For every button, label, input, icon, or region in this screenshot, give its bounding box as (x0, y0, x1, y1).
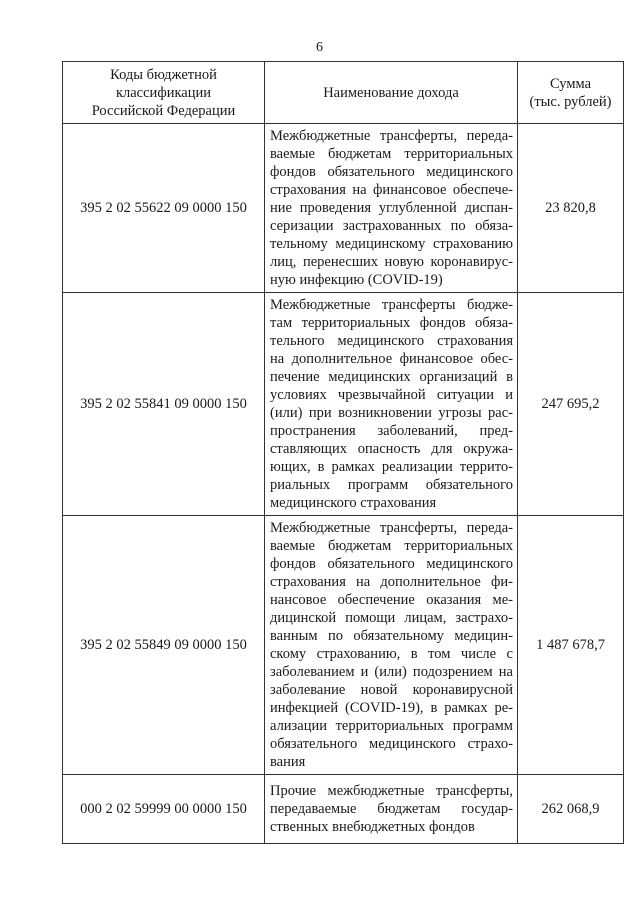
sum-cell: 262 068,9 (518, 775, 624, 844)
header-codes-line: Коды бюджетной (110, 66, 217, 83)
header-codes-line: Российской Федерации (91, 102, 236, 119)
revenue-name-line: ющих, в рамках реализации террито- (270, 459, 513, 475)
revenue-name-line: страхования на дополнительное фи- (270, 574, 513, 590)
revenue-name-line: Прочие межбюджетные трансферты, (270, 783, 513, 799)
revenue-name-line: пространения заболеваний, пред- (270, 423, 513, 439)
header-sum-line: (тыс. рублей) (529, 93, 612, 110)
header-codes (63, 62, 265, 124)
revenue-name-line: там территориальных фондов обяза- (270, 315, 513, 331)
revenue-name-line: Межбюджетные трансферты, переда- (270, 520, 513, 536)
revenue-name-line: тельному медицинскому страхованию (270, 236, 513, 252)
revenue-name-line: ственных внебюджетных фондов (270, 819, 475, 835)
revenue-name-line: ализации территориальных программ (270, 718, 513, 734)
page-number: 6 (316, 40, 323, 55)
budget-code-cell: 395 2 02 55849 09 0000 150 (63, 516, 265, 775)
revenue-name-cell (265, 775, 518, 844)
header-sum (518, 62, 624, 124)
revenue-name-line: передаваемые бюджетам государ- (270, 801, 513, 817)
revenue-name-line: обязательного медицинского страхо- (270, 736, 513, 752)
table-row (63, 516, 624, 775)
revenue-name-line: условиях чрезвычайной ситуации и (270, 387, 513, 403)
header-sum-line: Сумма (549, 75, 592, 92)
revenue-name-line: ную инфекцию (COVID-19) (270, 272, 443, 288)
table-header-row (63, 62, 624, 124)
revenue-name-line: заболевание новой коронавирусной (270, 682, 513, 698)
revenue-name-line: инфекцией (COVID-19), в рамках ре- (270, 700, 513, 716)
sum-cell: 23 820,8 (518, 124, 624, 293)
revenue-name-line: лиц, перенесших новую коронавирус- (270, 254, 513, 270)
table-row (63, 293, 624, 516)
revenue-name-line: печение медицинских организаций в (270, 369, 513, 385)
revenue-name-line: скому страхованию, в том числе с (270, 646, 513, 662)
revenue-name-cell (265, 516, 518, 775)
revenue-name-line: фондов обязательного медицинского (270, 556, 513, 572)
revenue-name-line: Межбюджетные трансферты бюдже- (270, 297, 513, 313)
table-row (63, 775, 624, 844)
revenue-name-line: серизации застрахованных по обяза- (270, 218, 513, 234)
revenue-name-line: риальных программ обязательного (270, 477, 513, 493)
revenue-name-line: ставляющих опасность для окружа- (270, 441, 513, 457)
revenue-name-line: ваемые бюджетам территориальных (270, 538, 513, 554)
table-row (63, 124, 624, 293)
revenue-name-line: ваемые бюджетам территориальных (270, 146, 513, 162)
revenue-name-line: медицинского страхования (270, 495, 437, 511)
header-name (265, 62, 518, 124)
sum-cell: 247 695,2 (518, 293, 624, 516)
header-codes-line: классификации (115, 84, 212, 101)
budget-code-cell: 395 2 02 55841 09 0000 150 (63, 293, 265, 516)
revenue-name-line: (или) при возникновении угрозы рас- (270, 405, 513, 421)
revenue-name-line: нансовое обеспечение оказания ме- (270, 592, 513, 608)
revenue-name-line: фондов обязательного медицинского (270, 164, 513, 180)
revenue-name-line: тельного медицинского страхования (270, 333, 513, 349)
revenue-name-line: страхования на финансовое обеспече- (270, 182, 513, 198)
header-name-line: Наименование дохода (323, 84, 459, 101)
revenue-name-line: ванным по обязательному медицин- (270, 628, 513, 644)
revenue-name-line: ние проведения углубленной диспан- (270, 200, 513, 216)
budget-code-cell: 395 2 02 55622 09 0000 150 (63, 124, 265, 293)
revenue-name-cell (265, 293, 518, 516)
revenue-name-line: на дополнительное финансовое обес- (270, 351, 513, 367)
revenue-name-line: вания (270, 754, 306, 770)
budget-revenue-table (62, 61, 624, 844)
revenue-name-cell (265, 124, 518, 293)
sum-cell: 1 487 678,7 (518, 516, 624, 775)
revenue-name-line: Межбюджетные трансферты, переда- (270, 128, 513, 144)
budget-code-cell: 000 2 02 59999 00 0000 150 (63, 775, 265, 844)
revenue-name-line: дицинской помощи лицам, застрахо- (270, 610, 513, 626)
revenue-name-line: заболеванием и (или) подозрением на (270, 664, 513, 680)
